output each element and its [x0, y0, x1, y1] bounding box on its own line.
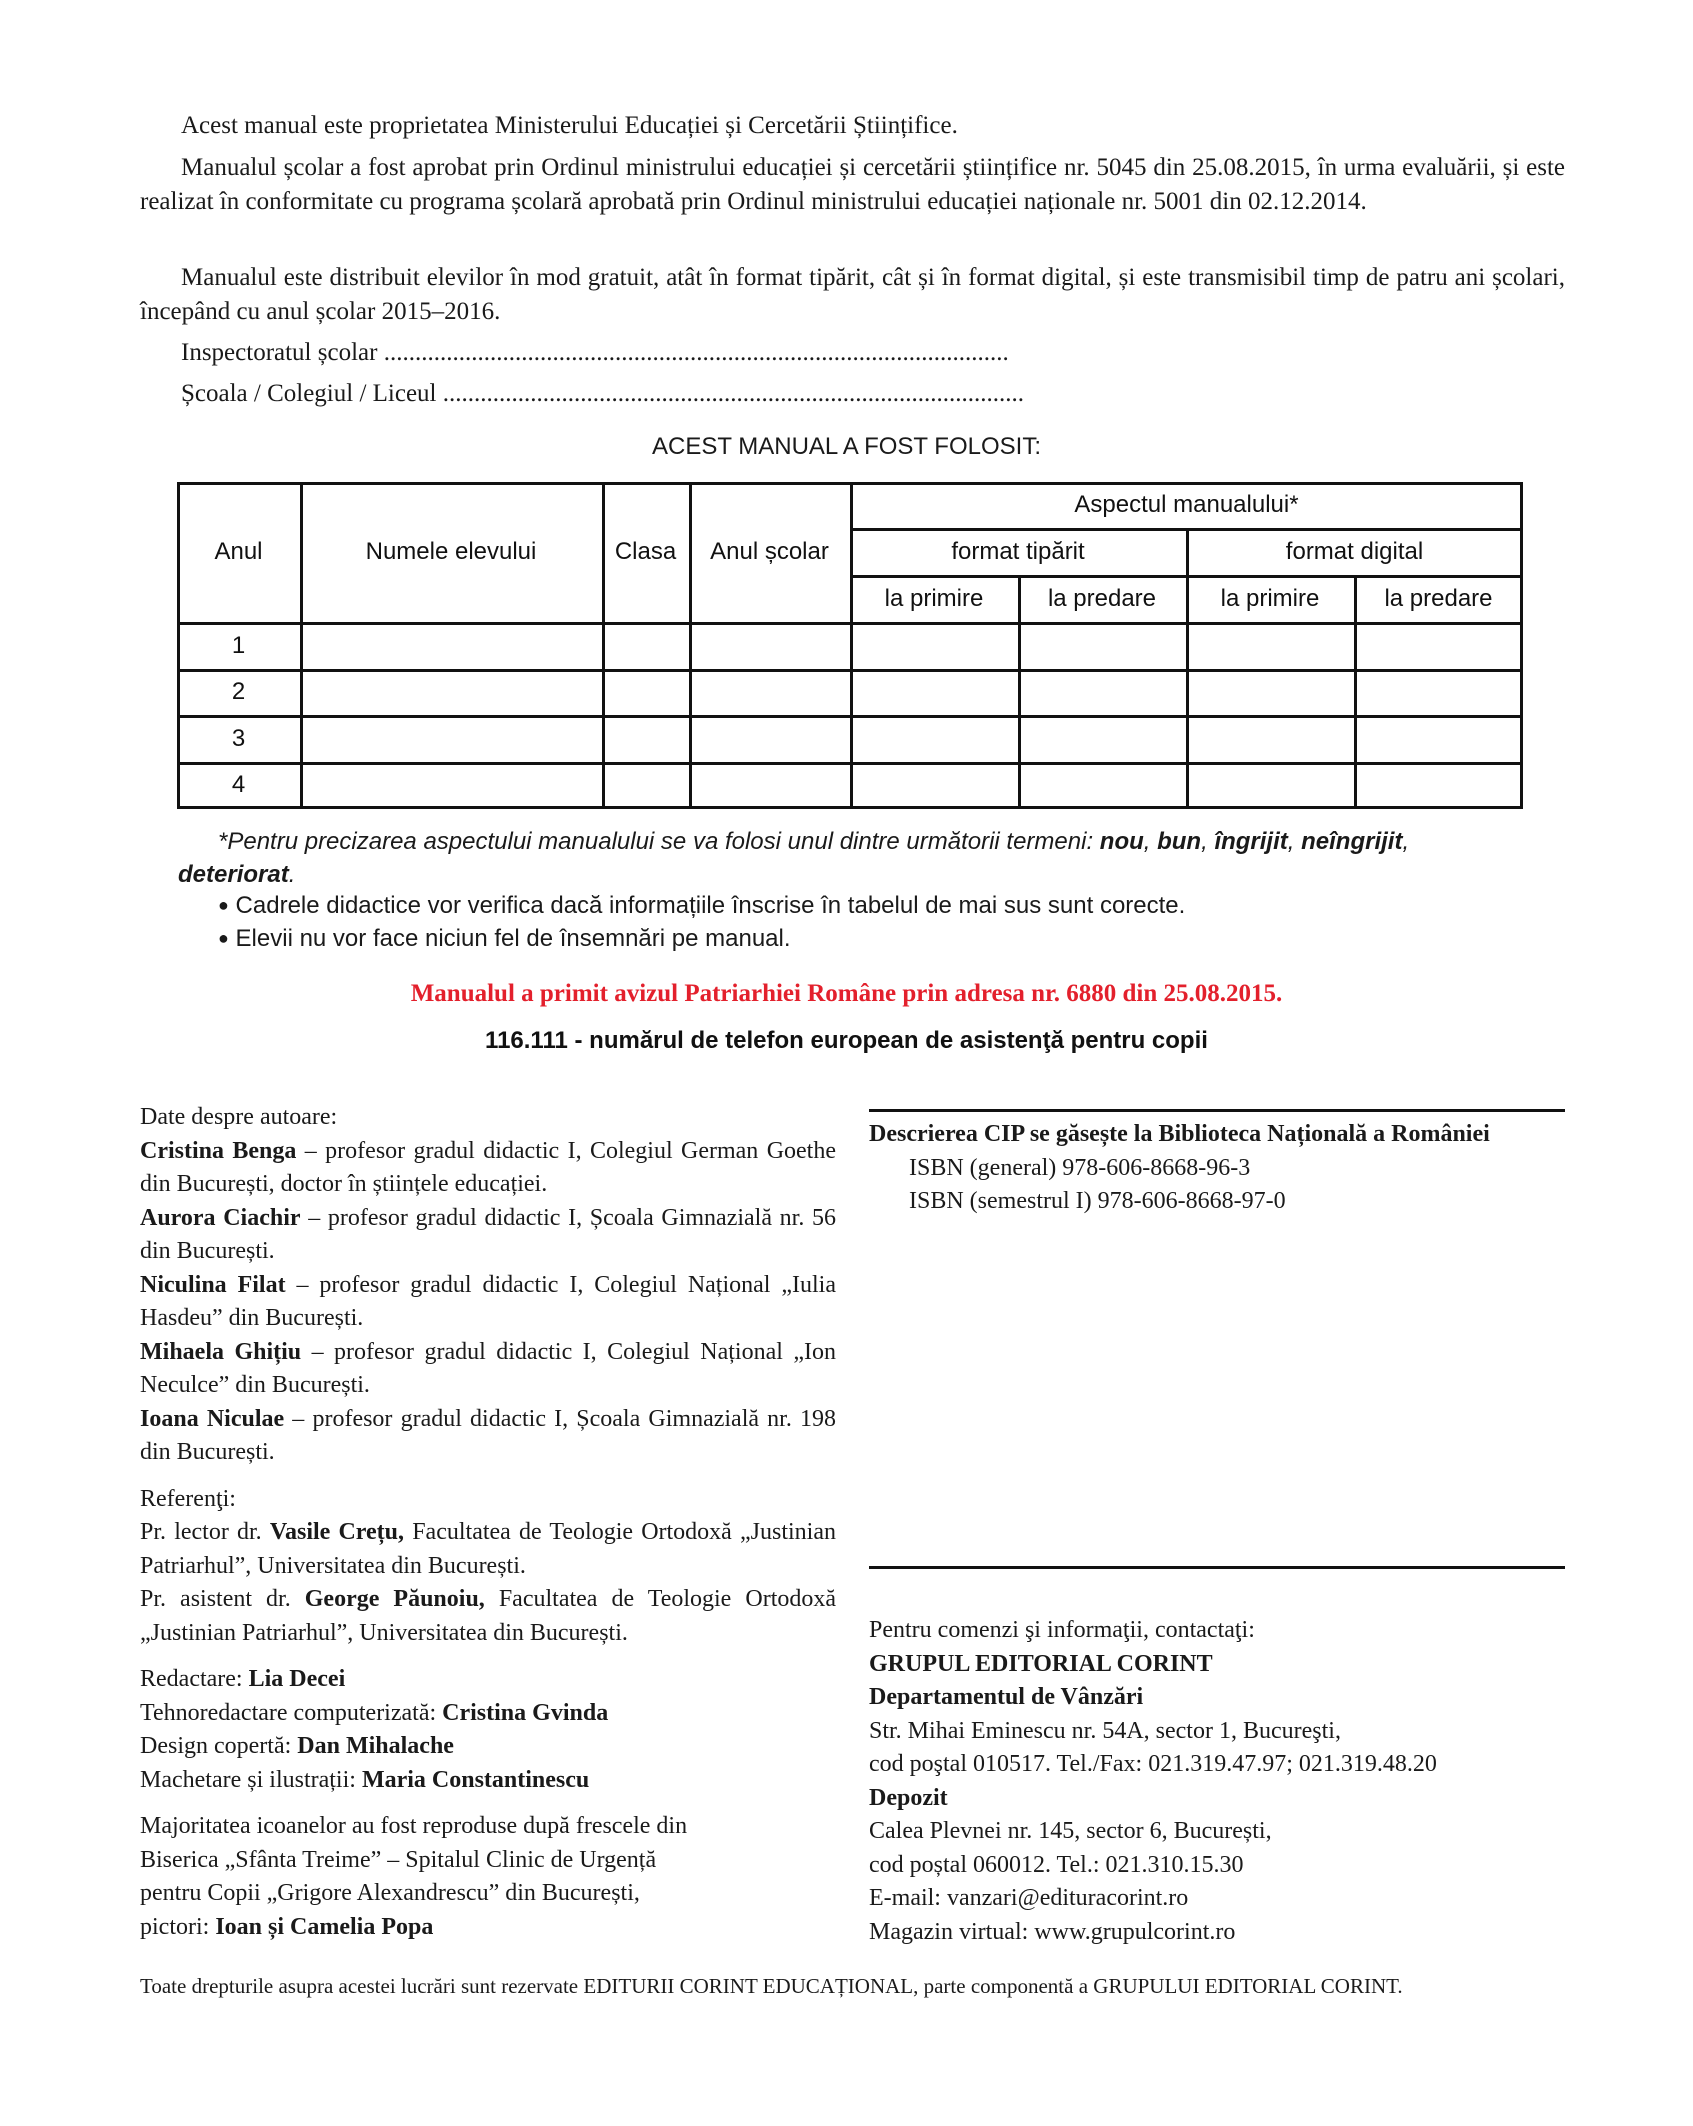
author-entry — [140, 1269, 836, 1336]
term-good: bun — [1157, 828, 1202, 855]
sales-phone: cod poştal 010517. Tel./Fax: 021.319.47.97; 021.319.48.20 — [869, 1751, 1437, 1777]
header-digital-received: la primire — [1220, 584, 1320, 612]
printed-returned-cell[interactable] — [1018, 762, 1186, 808]
shop-link[interactable]: Magazin virtual: www.grupulcorint.ro — [869, 1918, 1236, 1945]
period: . — [288, 861, 296, 888]
approval-paragraph: Manualul școlar a fost aprobat prin Ordinul ministrului educației și cercetării științifice nr. 5045 din 25.08.2015, în urma evaluării, și este realizat în conformitate cu programa școlară aprobată prin Ordinul ministrului educației naționale nr. 5001 din 02.12.2014. — [140, 154, 1565, 215]
painters-label: pictori: — [140, 1913, 216, 1940]
school-fill-field[interactable]: ............................................................................................. — [442, 380, 1024, 407]
header-year: Anul — [214, 538, 263, 565]
header-digital: format digital — [1285, 537, 1424, 565]
student-name-cell[interactable] — [300, 622, 602, 669]
credit-entry — [140, 1663, 836, 1697]
table-row-year: 4 — [231, 771, 246, 798]
credits-column — [140, 1101, 836, 1944]
class-cell[interactable] — [602, 715, 689, 762]
student-name-cell[interactable] — [300, 715, 602, 762]
digital-returned-cell[interactable] — [1354, 715, 1523, 762]
author-name: Ioana Niculae — [140, 1405, 285, 1432]
child-helpline-notice: 116.111 - numărul de telefon european de asistenţă pentru copii — [485, 1027, 1208, 1054]
contact-intro: Pentru comenzi şi informaţii, contactaţi: — [869, 1617, 1255, 1643]
ownership-statement: Acest manual este proprietatea Ministerului Educației și Cercetării Științifice. — [181, 112, 958, 139]
credit-name: Maria Constantinescu — [361, 1766, 590, 1793]
printed-returned-cell[interactable] — [1018, 669, 1186, 715]
author-desc: – profesor gradul didactic I, Școala Gimnazială nr. 56 din București. — [140, 1204, 836, 1264]
class-cell[interactable] — [602, 669, 689, 715]
credit-name: Dan Mihalache — [297, 1733, 454, 1759]
digital-received-cell[interactable] — [1186, 762, 1354, 808]
usage-table — [177, 482, 1523, 808]
credit-role: Redactare: — [140, 1666, 249, 1692]
inspectorate-fill-field[interactable]: .................................................................................................... — [383, 339, 1009, 366]
warehouse-address: Calea Plevnei nr. 145, sector 6, București, — [869, 1818, 1272, 1844]
author-name: Mihaela Ghițiu — [140, 1338, 302, 1365]
header-printed-returned: la predare — [1047, 584, 1157, 612]
school-year-cell[interactable] — [689, 669, 850, 715]
author-entry — [140, 1336, 836, 1403]
author-name: Niculina Filat — [140, 1271, 286, 1298]
usage-table-title: ACEST MANUAL A FOST FOLOSIT: — [652, 433, 1041, 460]
referee-entry — [140, 1516, 836, 1583]
isbn-semester: ISBN (semestrul I) 978-606-8668-97-0 — [909, 1188, 1286, 1214]
school-year-cell[interactable] — [689, 762, 850, 808]
copyright-notice: Toate drepturile asupra acestei lucrări sunt rezervate EDITURII CORINT EDUCAȚIONAL, parte componentă a GRUPULUI EDITORIAL CORINT. — [140, 1974, 1403, 1998]
separator: , — [1201, 828, 1215, 855]
bullet-no-notes — [218, 925, 791, 953]
referee-desc: Facultatea de Teologie Ortodoxă „Justinian Patriarhul”, Universitatea din București. — [140, 1519, 836, 1579]
header-class: Clasa — [614, 538, 677, 565]
credit-name: Lia Decei — [248, 1666, 346, 1692]
icons-note-line: pentru Copii „Grigore Alexandrescu” din București, — [140, 1880, 640, 1906]
credit-entry — [140, 1764, 836, 1798]
author-desc: – profesor gradul didactic I, Școala Gimnazială nr. 198 din București. — [140, 1405, 836, 1465]
term-new: nou — [1099, 828, 1144, 855]
credit-entry — [140, 1730, 836, 1764]
credit-name: Cristina Gvinda — [442, 1699, 609, 1726]
bullet-text: Cadrele didactice vor verifica dacă informațiile înscrise în tabelul de mai sus sunt corecte. — [235, 892, 1186, 919]
referee-desc: Facultatea de Teologie Ortodoxă „Justinian Patriarhul”, Universitatea din București. — [140, 1586, 837, 1646]
referees-heading: Referenţi: — [140, 1485, 236, 1512]
distribution-paragraph: Manualul este distribuit elevilor în mod gratuit, atât în format tipărit, cât și în format digital, și este transmisibil timp de patru ani școlari, începând cu anul școlar 2015–2016. — [140, 264, 1565, 325]
digital-received-cell[interactable] — [1186, 622, 1354, 669]
referee-entry — [140, 1583, 836, 1650]
table-row-year: 2 — [231, 678, 246, 705]
printed-received-cell[interactable] — [850, 762, 1018, 808]
referee-title: Pr. lector dr. — [140, 1519, 270, 1545]
credit-entry — [140, 1697, 836, 1731]
digital-returned-cell[interactable] — [1354, 622, 1523, 669]
contact-block — [869, 1614, 1565, 1949]
painters-names: Ioan și Camelia Popa — [215, 1913, 434, 1940]
header-aspect: Aspectul manualului* — [1074, 491, 1299, 518]
header-school-year: Anul școlar — [710, 538, 829, 565]
painters-line — [140, 1911, 836, 1945]
author-name: Cristina Benga — [140, 1137, 297, 1164]
sales-address: Str. Mihai Eminescu nr. 54A, sector 1, Bucureşti, — [869, 1717, 1341, 1744]
school-label: Școala / Colegiul / Liceul — [181, 380, 437, 407]
author-entry — [140, 1135, 836, 1202]
printed-received-cell[interactable] — [850, 622, 1018, 669]
authors-heading: Date despre autoare: — [140, 1104, 338, 1130]
bullet-icon: ● — [218, 928, 229, 948]
digital-returned-cell[interactable] — [1354, 669, 1523, 715]
credit-role: Tehnoredactare computerizată: — [140, 1699, 443, 1726]
warehouse-phone: cod poștal 060012. Tel.: 021.310.15.30 — [869, 1851, 1244, 1878]
bullet-teachers-verify — [218, 892, 1185, 920]
cip-title: Descrierea CIP se găsește la Biblioteca Națională a României — [869, 1121, 1490, 1147]
header-digital-returned: la predare — [1384, 584, 1493, 612]
header-student-name: Numele elevului — [365, 538, 537, 565]
referee-name: George Păunoiu, — [304, 1586, 485, 1612]
inspectorate-line — [181, 336, 1009, 370]
class-cell[interactable] — [602, 762, 689, 808]
school-year-cell[interactable] — [689, 622, 850, 669]
isbn-general: ISBN (general) 978-606-8668-96-3 — [909, 1154, 1251, 1181]
sales-dept: Departamentul de Vânzări — [869, 1684, 1144, 1710]
table-row-year: 1 — [231, 631, 246, 659]
term-cared: îngrijit — [1214, 828, 1288, 855]
referee-title: Pr. asistent dr. — [140, 1586, 305, 1612]
cip-top-rule — [869, 1109, 1565, 1112]
cip-block — [869, 1118, 1565, 1219]
term-uncared: neîngrijit — [1301, 828, 1403, 855]
printed-returned-cell[interactable] — [1018, 715, 1186, 762]
patriarchate-notice: Manualul a primit avizul Patriarhiei Române prin adresa nr. 6880 din 25.08.2015. — [410, 980, 1283, 1007]
footnote-text: *Pentru precizarea aspectului manualului se va folosi unul dintre următorii termeni: — [218, 828, 1100, 855]
printed-received-cell[interactable] — [850, 715, 1018, 762]
header-printed-received: la primire — [884, 584, 984, 612]
author-desc: – profesor gradul didactic I, Colegiul Național „Iulia Hasdeu” din București. — [140, 1271, 836, 1331]
separator: , — [1143, 828, 1158, 855]
separator: , — [1287, 828, 1302, 855]
term-damaged: deteriorat — [178, 861, 289, 888]
author-entry — [140, 1403, 836, 1470]
header-printed: format tipărit — [951, 537, 1085, 565]
credit-role: Machetare și ilustrații: — [140, 1766, 362, 1793]
referee-name: Vasile Crețu, — [269, 1519, 405, 1545]
author-desc: – profesor gradul didactic I, Colegiul German Goethe din București, doctor în științele educației. — [140, 1137, 837, 1197]
student-name-cell[interactable] — [300, 762, 602, 808]
class-cell[interactable] — [602, 622, 689, 669]
bullet-text: Elevii nu vor face niciun fel de însemnări pe manual. — [235, 925, 791, 952]
warehouse-heading: Depozit — [869, 1784, 948, 1811]
icons-note-line: Majoritatea icoanelor au fost reproduse după frescele din — [140, 1813, 688, 1839]
table-row-year: 3 — [231, 724, 246, 752]
credit-role: Design copertă: — [140, 1733, 298, 1759]
bullet-icon: ● — [218, 895, 229, 915]
school-line — [181, 377, 1024, 411]
printed-received-cell[interactable] — [850, 669, 1018, 715]
digital-received-cell[interactable] — [1186, 715, 1354, 762]
digital-returned-cell[interactable] — [1354, 762, 1523, 808]
inspectorate-label: Inspectoratul școlar — [181, 339, 378, 366]
digital-received-cell[interactable] — [1186, 669, 1354, 715]
company-name: GRUPUL EDITORIAL CORINT — [869, 1650, 1213, 1677]
author-desc: – profesor gradul didactic I, Colegiul Național „Ion Neculce” din București. — [140, 1338, 836, 1398]
aspect-footnote — [178, 825, 1523, 891]
separator: , — [1402, 828, 1410, 855]
author-entry — [140, 1202, 836, 1269]
icons-note-line: Biserica „Sfânta Treime” – Spitalul Clinic de Urgență — [140, 1846, 657, 1873]
student-name-cell[interactable] — [300, 669, 602, 715]
printed-returned-cell[interactable] — [1018, 622, 1186, 669]
cip-bottom-rule — [869, 1566, 1565, 1569]
school-year-cell[interactable] — [689, 715, 850, 762]
author-name: Aurora Ciachir — [140, 1204, 301, 1231]
email-link[interactable]: E-mail: vanzari@edituracorint.ro — [869, 1885, 1189, 1911]
